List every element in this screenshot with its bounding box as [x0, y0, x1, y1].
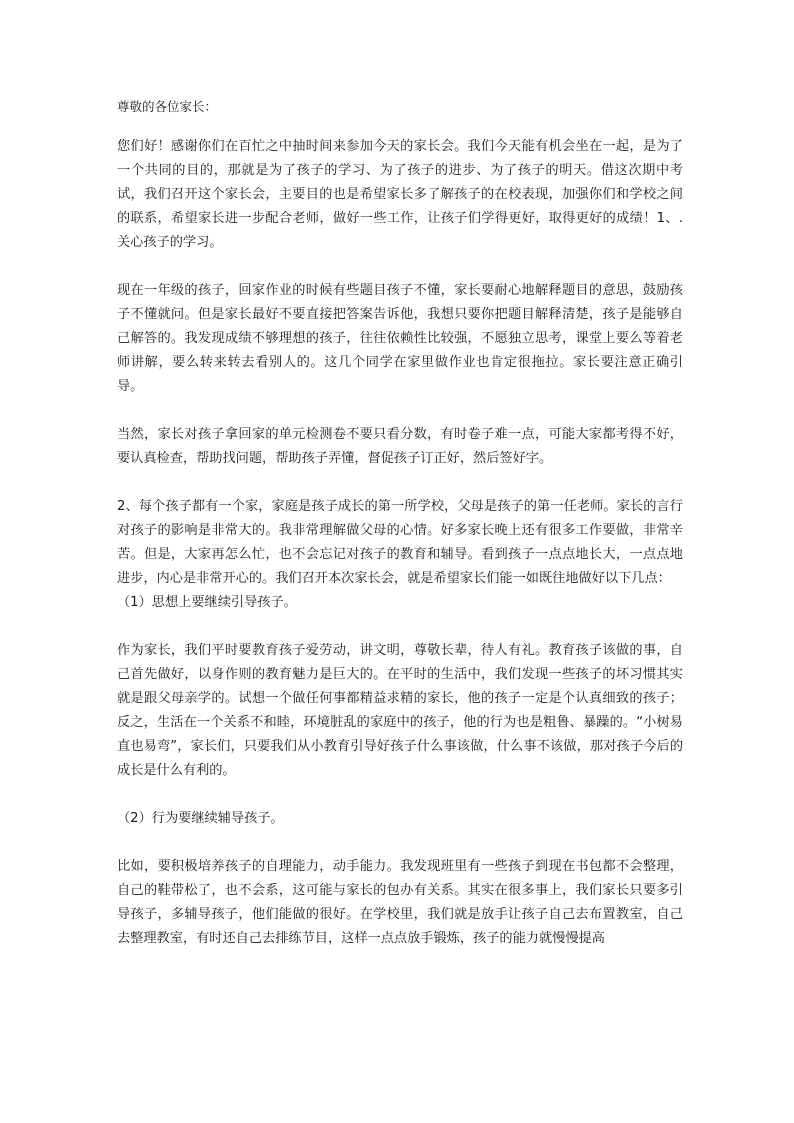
paragraph-example: 作为家长，我们平时要教育孩子爱劳动，讲文明，尊敬长辈，待人有礼。教育孩子该做的事，自己首先做好，以身作则的教育魅力是巨大的。在平时的生活中，我们发现一些孩子的坏习惯其实就是跟父母亲学的。试想一个做任何事都精益求精的家长，他的孩子一定是个认真细致的孩子；反之，生活在一个关系不和睦，环境脏乱的家庭中的孩子，他的行为也是粗鲁、暴躁的。“小树易直也易弯”，家长们，只要我们从小教育引导好孩子什么事该做，什么事不该做，那对孩子今后的成长是什么有利的。	[117, 643, 683, 778]
paragraph-homework: 现在一年级的孩子，回家作业的时候有些题目孩子不懂，家长要耐心地解释题目的意思，鼓励孩子不懂就问。但是家长最好不要直接把答案告诉他，我想只要你把题目解释清楚，孩子是能够自己解答的。我发现成绩不够理想的孩子，往往依赖性比较强，不愿独立思考，课堂上要么等着老师讲解，要么转来转去看别人的。这几个同学在家里做作业也肯定很拖拉。家长要注意正确引导。	[117, 283, 683, 394]
paragraph-test-papers: 当然，家长对孩子拿回家的单元检测卷不要只看分数，有时卷子难一点，可能大家都考得不好，要认真检查，帮助找问题，帮助孩子弄懂，督促孩子订正好，然后签好字。	[117, 427, 683, 466]
document-body	[117, 95, 683, 975]
subheading-thought: （1）思想上要继续引导孩子。	[117, 595, 297, 610]
paragraph-greeting: 您们好！感谢你们在百忙之中抽时间来参加今天的家长会。我们今天能有机会坐在一起，是为了一个共同的目的，那就是为了孩子的学习、为了孩子的进步、为了孩子的明天。借这次期中考试，我们召开这个家长会，主要目的也是希望家长多了解孩子的在校表现，加强你们和学校之间的联系，希望家长进一步配合老师，做好一些工作，让孩子们学得更好，取得更好的成绩！1、.关心孩子的学习。	[117, 139, 683, 250]
paragraph-self-care: 比如，要积极培养孩子的自理能力，动手能力。我发现班里有一些孩子到现在书包都不会整理，自己的鞋带松了，也不会系，这可能与家长的包办有关系。其实在很多事上，我们家长只要多引导孩子，多辅导孩子，他们能做的很好。在学校里，我们就是放手让孩子自己去布置教室，自己去整理教室，有时还自己去排练节目，这样一点点放手锻炼，孩子的能力就慢慢提高	[117, 859, 683, 946]
salutation: 尊敬的各位家长：	[117, 99, 218, 114]
subheading-behavior: （2）行为要继续辅导孩子。	[117, 811, 284, 826]
paragraph-family: 2、每个孩子都有一个家，家庭是孩子成长的第一所学校，父母是孩子的第一任老师。家长的言行对孩子的影响是非常大的。我非常理解做父母的心情。好多家长晚上还有很多工作要做，非常辛苦。但是，大家再怎么忙，也不会忘记对孩子的教育和辅导。看到孩子一点点地长大，一点点地进步，内心是非常开心的。我们召开本次家长会，就是希望家长们能一如既往地做好以下几点：	[117, 499, 683, 586]
